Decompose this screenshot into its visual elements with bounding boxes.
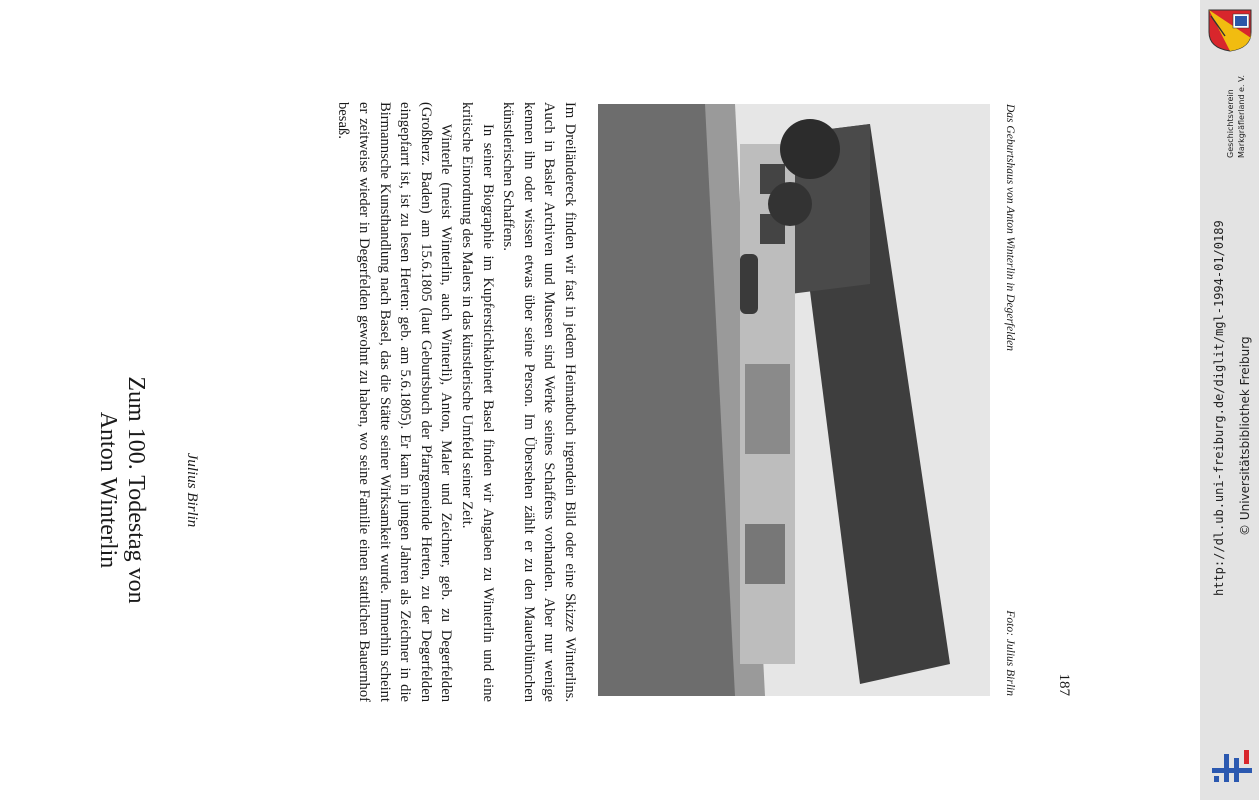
article-title	[94, 250, 150, 730]
permalink[interactable]	[1212, 216, 1236, 596]
title-line-2: Anton Winterlin	[95, 411, 121, 569]
copyright-notice	[1238, 286, 1256, 536]
association-line-1: Geschichtsverein	[1226, 89, 1235, 158]
caption-left: Das Geburtshaus von Anton Winterlin in Degerfelden	[1004, 104, 1016, 352]
page-number: 187	[1056, 673, 1072, 696]
house-photo-image	[598, 104, 990, 696]
association-line-2: Markgräflerland e. V.	[1237, 74, 1246, 158]
caption-credit: Foto: Julius Birlin	[1004, 610, 1016, 696]
paragraph-2: In seiner Biographie im Kupferstichkabinett Basel finden wir Angaben zu Winterlin und eine kritische Einordnung des Malers in das künstlerische Umfeld seiner Zeit.	[459, 102, 496, 702]
article-body	[333, 102, 580, 702]
photo-caption	[1004, 104, 1016, 696]
title-line-1: Zum 100. Todestag von	[123, 376, 149, 604]
association-label	[1226, 58, 1254, 158]
article-author: Julius Birlin	[184, 452, 200, 528]
permalink-text[interactable]: http://dl.ub.uni-freiburg.de/diglit/mgl-1994-01/0189	[1212, 220, 1226, 596]
copyright-text: © Universitätsbibliothek Freiburg	[1238, 336, 1252, 536]
paragraph-3: Winterle (meist Winterlin, auch Winterli), Anton, Maler und Zeichner, geb. zu Degerfelden (Großherz. Baden) am 15.6.1805 (laut Geburtsbuch der Pfarrgemeinde Herten, zu der Degerfelden eingepfarrt ist, ist zu lesen Herten: geb. am 5.6.1805). Er kam in jungen Jahren als Zeichner in die Birmannsche Kunsthandlung nach Basel, das die Stätte seiner Wirksamkeit wurde. Immerhin scheint er zeitweise wieder in Degerfelden gewohnt zu haben, wo seine Familie einen stattlichen Bauernhof besaß.	[335, 102, 455, 702]
house-photo	[598, 104, 990, 696]
university-library-logo-icon	[1210, 748, 1254, 784]
coat-of-arms-icon	[1207, 8, 1253, 52]
paragraph-1: Im Dreiländereck finden wir fast in jedem Heimatbuch irgendein Bild oder eine Skizze Winterlins. Auch in Basler Archiven und Museen sind Werke seines Schaffens vorhanden. Aber nur wenige kennen ihn oder wissen etwas über seine Person. Im Übersehen zählt er zu den Mauerblümchen künstlerischen Schaffens.	[500, 102, 578, 702]
